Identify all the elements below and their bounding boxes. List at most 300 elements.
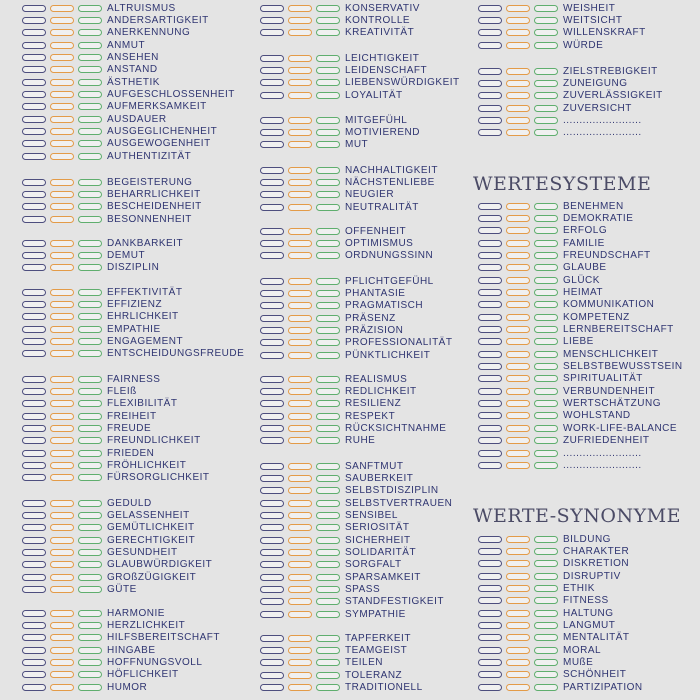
rating-box-1[interactable] bbox=[22, 350, 46, 357]
rating-box-3[interactable] bbox=[78, 79, 102, 86]
rating-box-1[interactable] bbox=[478, 227, 502, 234]
rating-box-1[interactable] bbox=[22, 376, 46, 383]
rating-box-3[interactable] bbox=[534, 314, 558, 321]
rating-box-2[interactable] bbox=[288, 327, 312, 334]
rating-box-3[interactable] bbox=[78, 388, 102, 395]
rating-box-3[interactable] bbox=[78, 91, 102, 98]
rating-box-3[interactable] bbox=[316, 574, 340, 581]
rating-box-1[interactable] bbox=[22, 462, 46, 469]
rating-box-2[interactable] bbox=[50, 413, 74, 420]
rating-box-1[interactable] bbox=[478, 375, 502, 382]
rating-box-3[interactable] bbox=[534, 597, 558, 604]
rating-box-2[interactable] bbox=[50, 610, 74, 617]
rating-box-3[interactable] bbox=[316, 17, 340, 24]
rating-box-1[interactable] bbox=[260, 204, 284, 211]
rating-box-2[interactable] bbox=[506, 400, 530, 407]
rating-box-2[interactable] bbox=[288, 647, 312, 654]
rating-box-2[interactable] bbox=[506, 17, 530, 24]
rating-box-1[interactable] bbox=[478, 326, 502, 333]
rating-box-3[interactable] bbox=[316, 647, 340, 654]
rating-box-1[interactable] bbox=[260, 487, 284, 494]
rating-box-1[interactable] bbox=[478, 240, 502, 247]
rating-box-1[interactable] bbox=[260, 672, 284, 679]
rating-box-1[interactable] bbox=[478, 5, 502, 12]
rating-box-1[interactable] bbox=[22, 240, 46, 247]
rating-box-2[interactable] bbox=[50, 116, 74, 123]
rating-box-3[interactable] bbox=[316, 167, 340, 174]
rating-box-1[interactable] bbox=[22, 622, 46, 629]
rating-box-3[interactable] bbox=[316, 500, 340, 507]
rating-box-1[interactable] bbox=[22, 153, 46, 160]
rating-box-3[interactable] bbox=[534, 129, 558, 136]
rating-box-3[interactable] bbox=[316, 463, 340, 470]
rating-box-3[interactable] bbox=[316, 141, 340, 148]
rating-box-1[interactable] bbox=[478, 597, 502, 604]
rating-box-1[interactable] bbox=[260, 315, 284, 322]
rating-box-3[interactable] bbox=[78, 350, 102, 357]
rating-box-1[interactable] bbox=[478, 129, 502, 136]
rating-box-1[interactable] bbox=[478, 289, 502, 296]
rating-box-1[interactable] bbox=[22, 561, 46, 568]
rating-box-1[interactable] bbox=[260, 400, 284, 407]
rating-box-2[interactable] bbox=[506, 548, 530, 555]
rating-box-1[interactable] bbox=[478, 338, 502, 345]
rating-box-1[interactable] bbox=[22, 54, 46, 61]
rating-box-3[interactable] bbox=[316, 278, 340, 285]
rating-box-3[interactable] bbox=[78, 549, 102, 556]
rating-box-2[interactable] bbox=[50, 400, 74, 407]
rating-box-1[interactable] bbox=[260, 79, 284, 86]
rating-box-2[interactable] bbox=[288, 117, 312, 124]
rating-box-1[interactable] bbox=[260, 352, 284, 359]
rating-box-3[interactable] bbox=[316, 586, 340, 593]
rating-box-1[interactable] bbox=[260, 463, 284, 470]
rating-box-3[interactable] bbox=[316, 437, 340, 444]
rating-box-1[interactable] bbox=[22, 400, 46, 407]
rating-box-2[interactable] bbox=[506, 5, 530, 12]
rating-box-2[interactable] bbox=[506, 80, 530, 87]
rating-box-2[interactable] bbox=[506, 277, 530, 284]
rating-box-3[interactable] bbox=[78, 252, 102, 259]
rating-box-2[interactable] bbox=[288, 17, 312, 24]
rating-box-1[interactable] bbox=[260, 574, 284, 581]
rating-box-2[interactable] bbox=[506, 289, 530, 296]
rating-box-3[interactable] bbox=[78, 103, 102, 110]
rating-box-1[interactable] bbox=[260, 5, 284, 12]
rating-box-1[interactable] bbox=[260, 67, 284, 74]
rating-box-2[interactable] bbox=[288, 413, 312, 420]
rating-box-3[interactable] bbox=[78, 622, 102, 629]
rating-box-1[interactable] bbox=[260, 290, 284, 297]
rating-box-3[interactable] bbox=[78, 203, 102, 210]
rating-box-3[interactable] bbox=[534, 264, 558, 271]
rating-box-2[interactable] bbox=[506, 264, 530, 271]
rating-box-2[interactable] bbox=[50, 524, 74, 531]
rating-box-3[interactable] bbox=[534, 29, 558, 36]
rating-box-2[interactable] bbox=[506, 117, 530, 124]
rating-box-1[interactable] bbox=[22, 634, 46, 641]
rating-box-1[interactable] bbox=[22, 128, 46, 135]
rating-box-2[interactable] bbox=[288, 290, 312, 297]
rating-box-2[interactable] bbox=[50, 54, 74, 61]
rating-box-3[interactable] bbox=[78, 42, 102, 49]
rating-box-2[interactable] bbox=[288, 586, 312, 593]
rating-box-2[interactable] bbox=[506, 68, 530, 75]
rating-box-1[interactable] bbox=[22, 326, 46, 333]
rating-box-3[interactable] bbox=[534, 585, 558, 592]
rating-box-2[interactable] bbox=[288, 635, 312, 642]
rating-box-2[interactable] bbox=[50, 462, 74, 469]
rating-box-3[interactable] bbox=[534, 203, 558, 210]
rating-box-3[interactable] bbox=[78, 66, 102, 73]
rating-box-2[interactable] bbox=[506, 560, 530, 567]
rating-box-2[interactable] bbox=[50, 216, 74, 223]
rating-box-3[interactable] bbox=[316, 327, 340, 334]
rating-box-1[interactable] bbox=[22, 79, 46, 86]
rating-box-1[interactable] bbox=[260, 611, 284, 618]
rating-box-2[interactable] bbox=[50, 326, 74, 333]
rating-box-2[interactable] bbox=[506, 351, 530, 358]
rating-box-2[interactable] bbox=[50, 425, 74, 432]
rating-box-2[interactable] bbox=[506, 585, 530, 592]
rating-box-1[interactable] bbox=[260, 598, 284, 605]
rating-box-1[interactable] bbox=[260, 17, 284, 24]
rating-box-3[interactable] bbox=[534, 42, 558, 49]
rating-box-2[interactable] bbox=[506, 363, 530, 370]
rating-box-2[interactable] bbox=[506, 425, 530, 432]
rating-box-3[interactable] bbox=[534, 289, 558, 296]
rating-box-3[interactable] bbox=[78, 140, 102, 147]
rating-box-1[interactable] bbox=[478, 659, 502, 666]
rating-box-1[interactable] bbox=[260, 141, 284, 148]
rating-box-2[interactable] bbox=[288, 67, 312, 74]
rating-box-2[interactable] bbox=[50, 388, 74, 395]
rating-box-2[interactable] bbox=[50, 647, 74, 654]
rating-box-2[interactable] bbox=[506, 314, 530, 321]
rating-box-2[interactable] bbox=[50, 537, 74, 544]
rating-box-2[interactable] bbox=[50, 79, 74, 86]
rating-box-1[interactable] bbox=[260, 659, 284, 666]
rating-box-3[interactable] bbox=[534, 425, 558, 432]
rating-box-1[interactable] bbox=[260, 278, 284, 285]
rating-box-2[interactable] bbox=[506, 388, 530, 395]
rating-box-2[interactable] bbox=[50, 474, 74, 481]
rating-box-1[interactable] bbox=[478, 634, 502, 641]
rating-box-1[interactable] bbox=[22, 42, 46, 49]
rating-box-1[interactable] bbox=[22, 252, 46, 259]
rating-box-3[interactable] bbox=[534, 117, 558, 124]
rating-box-3[interactable] bbox=[534, 301, 558, 308]
rating-box-3[interactable] bbox=[534, 17, 558, 24]
rating-box-2[interactable] bbox=[50, 264, 74, 271]
rating-box-3[interactable] bbox=[78, 561, 102, 568]
rating-box-2[interactable] bbox=[50, 91, 74, 98]
rating-box-2[interactable] bbox=[288, 376, 312, 383]
rating-box-3[interactable] bbox=[534, 400, 558, 407]
rating-box-3[interactable] bbox=[534, 68, 558, 75]
rating-box-1[interactable] bbox=[22, 684, 46, 691]
rating-box-1[interactable] bbox=[478, 425, 502, 432]
rating-box-1[interactable] bbox=[22, 91, 46, 98]
rating-box-1[interactable] bbox=[478, 105, 502, 112]
rating-box-2[interactable] bbox=[506, 597, 530, 604]
rating-box-3[interactable] bbox=[316, 376, 340, 383]
rating-box-3[interactable] bbox=[534, 240, 558, 247]
rating-box-2[interactable] bbox=[506, 203, 530, 210]
rating-box-1[interactable] bbox=[22, 216, 46, 223]
rating-box-3[interactable] bbox=[78, 586, 102, 593]
rating-box-2[interactable] bbox=[288, 240, 312, 247]
rating-box-3[interactable] bbox=[316, 117, 340, 124]
rating-box-3[interactable] bbox=[78, 264, 102, 271]
rating-box-1[interactable] bbox=[260, 537, 284, 544]
rating-box-2[interactable] bbox=[506, 326, 530, 333]
rating-box-2[interactable] bbox=[50, 671, 74, 678]
rating-box-3[interactable] bbox=[316, 29, 340, 36]
rating-box-1[interactable] bbox=[478, 117, 502, 124]
rating-box-1[interactable] bbox=[22, 191, 46, 198]
rating-box-1[interactable] bbox=[22, 5, 46, 12]
rating-box-3[interactable] bbox=[534, 659, 558, 666]
rating-box-1[interactable] bbox=[260, 512, 284, 519]
rating-box-3[interactable] bbox=[78, 684, 102, 691]
rating-box-3[interactable] bbox=[316, 67, 340, 74]
rating-box-3[interactable] bbox=[316, 684, 340, 691]
rating-box-3[interactable] bbox=[78, 289, 102, 296]
rating-box-1[interactable] bbox=[22, 338, 46, 345]
rating-box-1[interactable] bbox=[260, 561, 284, 568]
rating-box-3[interactable] bbox=[534, 338, 558, 345]
rating-box-3[interactable] bbox=[316, 598, 340, 605]
rating-box-2[interactable] bbox=[50, 561, 74, 568]
rating-box-1[interactable] bbox=[260, 29, 284, 36]
rating-box-3[interactable] bbox=[78, 462, 102, 469]
rating-box-2[interactable] bbox=[50, 103, 74, 110]
rating-box-1[interactable] bbox=[478, 17, 502, 24]
rating-box-3[interactable] bbox=[534, 634, 558, 641]
rating-box-3[interactable] bbox=[534, 252, 558, 259]
rating-box-2[interactable] bbox=[50, 450, 74, 457]
rating-box-1[interactable] bbox=[22, 500, 46, 507]
rating-box-2[interactable] bbox=[288, 437, 312, 444]
rating-box-1[interactable] bbox=[260, 376, 284, 383]
rating-box-1[interactable] bbox=[22, 66, 46, 73]
rating-box-1[interactable] bbox=[478, 215, 502, 222]
rating-box-1[interactable] bbox=[478, 363, 502, 370]
rating-box-3[interactable] bbox=[316, 339, 340, 346]
rating-box-3[interactable] bbox=[316, 315, 340, 322]
rating-box-3[interactable] bbox=[78, 5, 102, 12]
rating-box-3[interactable] bbox=[316, 388, 340, 395]
rating-box-3[interactable] bbox=[78, 191, 102, 198]
rating-box-3[interactable] bbox=[316, 79, 340, 86]
rating-box-3[interactable] bbox=[534, 388, 558, 395]
rating-box-1[interactable] bbox=[22, 301, 46, 308]
rating-box-1[interactable] bbox=[22, 610, 46, 617]
rating-box-1[interactable] bbox=[478, 203, 502, 210]
rating-box-2[interactable] bbox=[50, 153, 74, 160]
rating-box-1[interactable] bbox=[478, 68, 502, 75]
rating-box-1[interactable] bbox=[478, 560, 502, 567]
rating-box-2[interactable] bbox=[506, 412, 530, 419]
rating-box-2[interactable] bbox=[288, 79, 312, 86]
rating-box-2[interactable] bbox=[288, 55, 312, 62]
rating-box-3[interactable] bbox=[534, 462, 558, 469]
rating-box-3[interactable] bbox=[316, 635, 340, 642]
rating-box-2[interactable] bbox=[50, 140, 74, 147]
rating-box-3[interactable] bbox=[78, 574, 102, 581]
rating-box-2[interactable] bbox=[50, 179, 74, 186]
rating-box-3[interactable] bbox=[534, 227, 558, 234]
rating-box-2[interactable] bbox=[506, 671, 530, 678]
rating-box-3[interactable] bbox=[316, 302, 340, 309]
rating-box-2[interactable] bbox=[506, 437, 530, 444]
rating-box-2[interactable] bbox=[50, 512, 74, 519]
rating-box-2[interactable] bbox=[288, 524, 312, 531]
rating-box-1[interactable] bbox=[260, 252, 284, 259]
rating-box-1[interactable] bbox=[478, 277, 502, 284]
rating-box-2[interactable] bbox=[50, 252, 74, 259]
rating-box-1[interactable] bbox=[22, 17, 46, 24]
rating-box-3[interactable] bbox=[534, 536, 558, 543]
rating-box-2[interactable] bbox=[288, 425, 312, 432]
rating-box-3[interactable] bbox=[78, 400, 102, 407]
rating-box-3[interactable] bbox=[316, 561, 340, 568]
rating-box-3[interactable] bbox=[78, 216, 102, 223]
rating-box-1[interactable] bbox=[260, 302, 284, 309]
rating-box-2[interactable] bbox=[50, 191, 74, 198]
rating-box-3[interactable] bbox=[534, 610, 558, 617]
rating-box-3[interactable] bbox=[78, 54, 102, 61]
rating-box-3[interactable] bbox=[534, 684, 558, 691]
rating-box-3[interactable] bbox=[534, 105, 558, 112]
rating-box-2[interactable] bbox=[506, 462, 530, 469]
rating-box-2[interactable] bbox=[50, 289, 74, 296]
rating-box-1[interactable] bbox=[260, 475, 284, 482]
rating-box-1[interactable] bbox=[260, 684, 284, 691]
rating-box-1[interactable] bbox=[478, 622, 502, 629]
rating-box-2[interactable] bbox=[50, 500, 74, 507]
rating-box-1[interactable] bbox=[260, 413, 284, 420]
rating-box-1[interactable] bbox=[22, 537, 46, 544]
rating-box-1[interactable] bbox=[478, 264, 502, 271]
rating-box-3[interactable] bbox=[78, 338, 102, 345]
rating-box-3[interactable] bbox=[316, 129, 340, 136]
rating-box-1[interactable] bbox=[260, 549, 284, 556]
rating-box-3[interactable] bbox=[78, 610, 102, 617]
rating-box-1[interactable] bbox=[260, 240, 284, 247]
rating-box-3[interactable] bbox=[316, 55, 340, 62]
rating-box-1[interactable] bbox=[478, 610, 502, 617]
rating-box-3[interactable] bbox=[316, 413, 340, 420]
rating-box-2[interactable] bbox=[506, 129, 530, 136]
rating-box-3[interactable] bbox=[316, 512, 340, 519]
rating-box-3[interactable] bbox=[78, 647, 102, 654]
rating-box-3[interactable] bbox=[78, 153, 102, 160]
rating-box-2[interactable] bbox=[506, 684, 530, 691]
rating-box-3[interactable] bbox=[78, 537, 102, 544]
rating-box-1[interactable] bbox=[260, 586, 284, 593]
rating-box-2[interactable] bbox=[50, 350, 74, 357]
rating-box-2[interactable] bbox=[50, 549, 74, 556]
rating-box-3[interactable] bbox=[316, 524, 340, 531]
rating-box-2[interactable] bbox=[506, 29, 530, 36]
rating-box-2[interactable] bbox=[288, 500, 312, 507]
rating-box-1[interactable] bbox=[478, 388, 502, 395]
rating-box-2[interactable] bbox=[506, 622, 530, 629]
rating-box-2[interactable] bbox=[506, 634, 530, 641]
rating-box-3[interactable] bbox=[316, 5, 340, 12]
rating-box-2[interactable] bbox=[506, 647, 530, 654]
rating-box-2[interactable] bbox=[288, 5, 312, 12]
rating-box-1[interactable] bbox=[22, 29, 46, 36]
rating-box-2[interactable] bbox=[288, 278, 312, 285]
rating-box-2[interactable] bbox=[288, 388, 312, 395]
rating-box-3[interactable] bbox=[534, 412, 558, 419]
rating-box-2[interactable] bbox=[288, 129, 312, 136]
rating-box-3[interactable] bbox=[316, 400, 340, 407]
rating-box-2[interactable] bbox=[506, 215, 530, 222]
rating-box-1[interactable] bbox=[478, 301, 502, 308]
rating-box-2[interactable] bbox=[50, 684, 74, 691]
rating-box-2[interactable] bbox=[288, 92, 312, 99]
rating-box-2[interactable] bbox=[506, 338, 530, 345]
rating-box-1[interactable] bbox=[22, 450, 46, 457]
rating-box-1[interactable] bbox=[478, 536, 502, 543]
rating-box-1[interactable] bbox=[478, 42, 502, 49]
rating-box-2[interactable] bbox=[50, 17, 74, 24]
rating-box-2[interactable] bbox=[288, 204, 312, 211]
rating-box-3[interactable] bbox=[78, 413, 102, 420]
rating-box-2[interactable] bbox=[288, 29, 312, 36]
rating-box-3[interactable] bbox=[78, 116, 102, 123]
rating-box-3[interactable] bbox=[316, 611, 340, 618]
rating-box-2[interactable] bbox=[50, 203, 74, 210]
rating-box-1[interactable] bbox=[260, 635, 284, 642]
rating-box-1[interactable] bbox=[478, 351, 502, 358]
rating-box-1[interactable] bbox=[22, 586, 46, 593]
rating-box-1[interactable] bbox=[478, 462, 502, 469]
rating-box-2[interactable] bbox=[288, 684, 312, 691]
rating-box-2[interactable] bbox=[288, 179, 312, 186]
rating-box-3[interactable] bbox=[316, 240, 340, 247]
rating-box-2[interactable] bbox=[50, 659, 74, 666]
rating-box-2[interactable] bbox=[288, 537, 312, 544]
rating-box-2[interactable] bbox=[506, 240, 530, 247]
rating-box-1[interactable] bbox=[260, 92, 284, 99]
rating-box-1[interactable] bbox=[478, 437, 502, 444]
rating-box-3[interactable] bbox=[316, 425, 340, 432]
rating-box-2[interactable] bbox=[288, 549, 312, 556]
rating-box-2[interactable] bbox=[50, 42, 74, 49]
rating-box-3[interactable] bbox=[534, 437, 558, 444]
rating-box-2[interactable] bbox=[506, 450, 530, 457]
rating-box-2[interactable] bbox=[50, 376, 74, 383]
rating-box-2[interactable] bbox=[288, 487, 312, 494]
rating-box-1[interactable] bbox=[22, 549, 46, 556]
rating-box-3[interactable] bbox=[78, 512, 102, 519]
rating-box-3[interactable] bbox=[316, 475, 340, 482]
rating-box-3[interactable] bbox=[316, 92, 340, 99]
rating-box-2[interactable] bbox=[288, 400, 312, 407]
rating-box-2[interactable] bbox=[50, 437, 74, 444]
rating-box-1[interactable] bbox=[22, 413, 46, 420]
rating-box-1[interactable] bbox=[260, 228, 284, 235]
rating-box-2[interactable] bbox=[506, 227, 530, 234]
rating-box-1[interactable] bbox=[22, 524, 46, 531]
rating-box-3[interactable] bbox=[316, 487, 340, 494]
rating-box-1[interactable] bbox=[478, 29, 502, 36]
